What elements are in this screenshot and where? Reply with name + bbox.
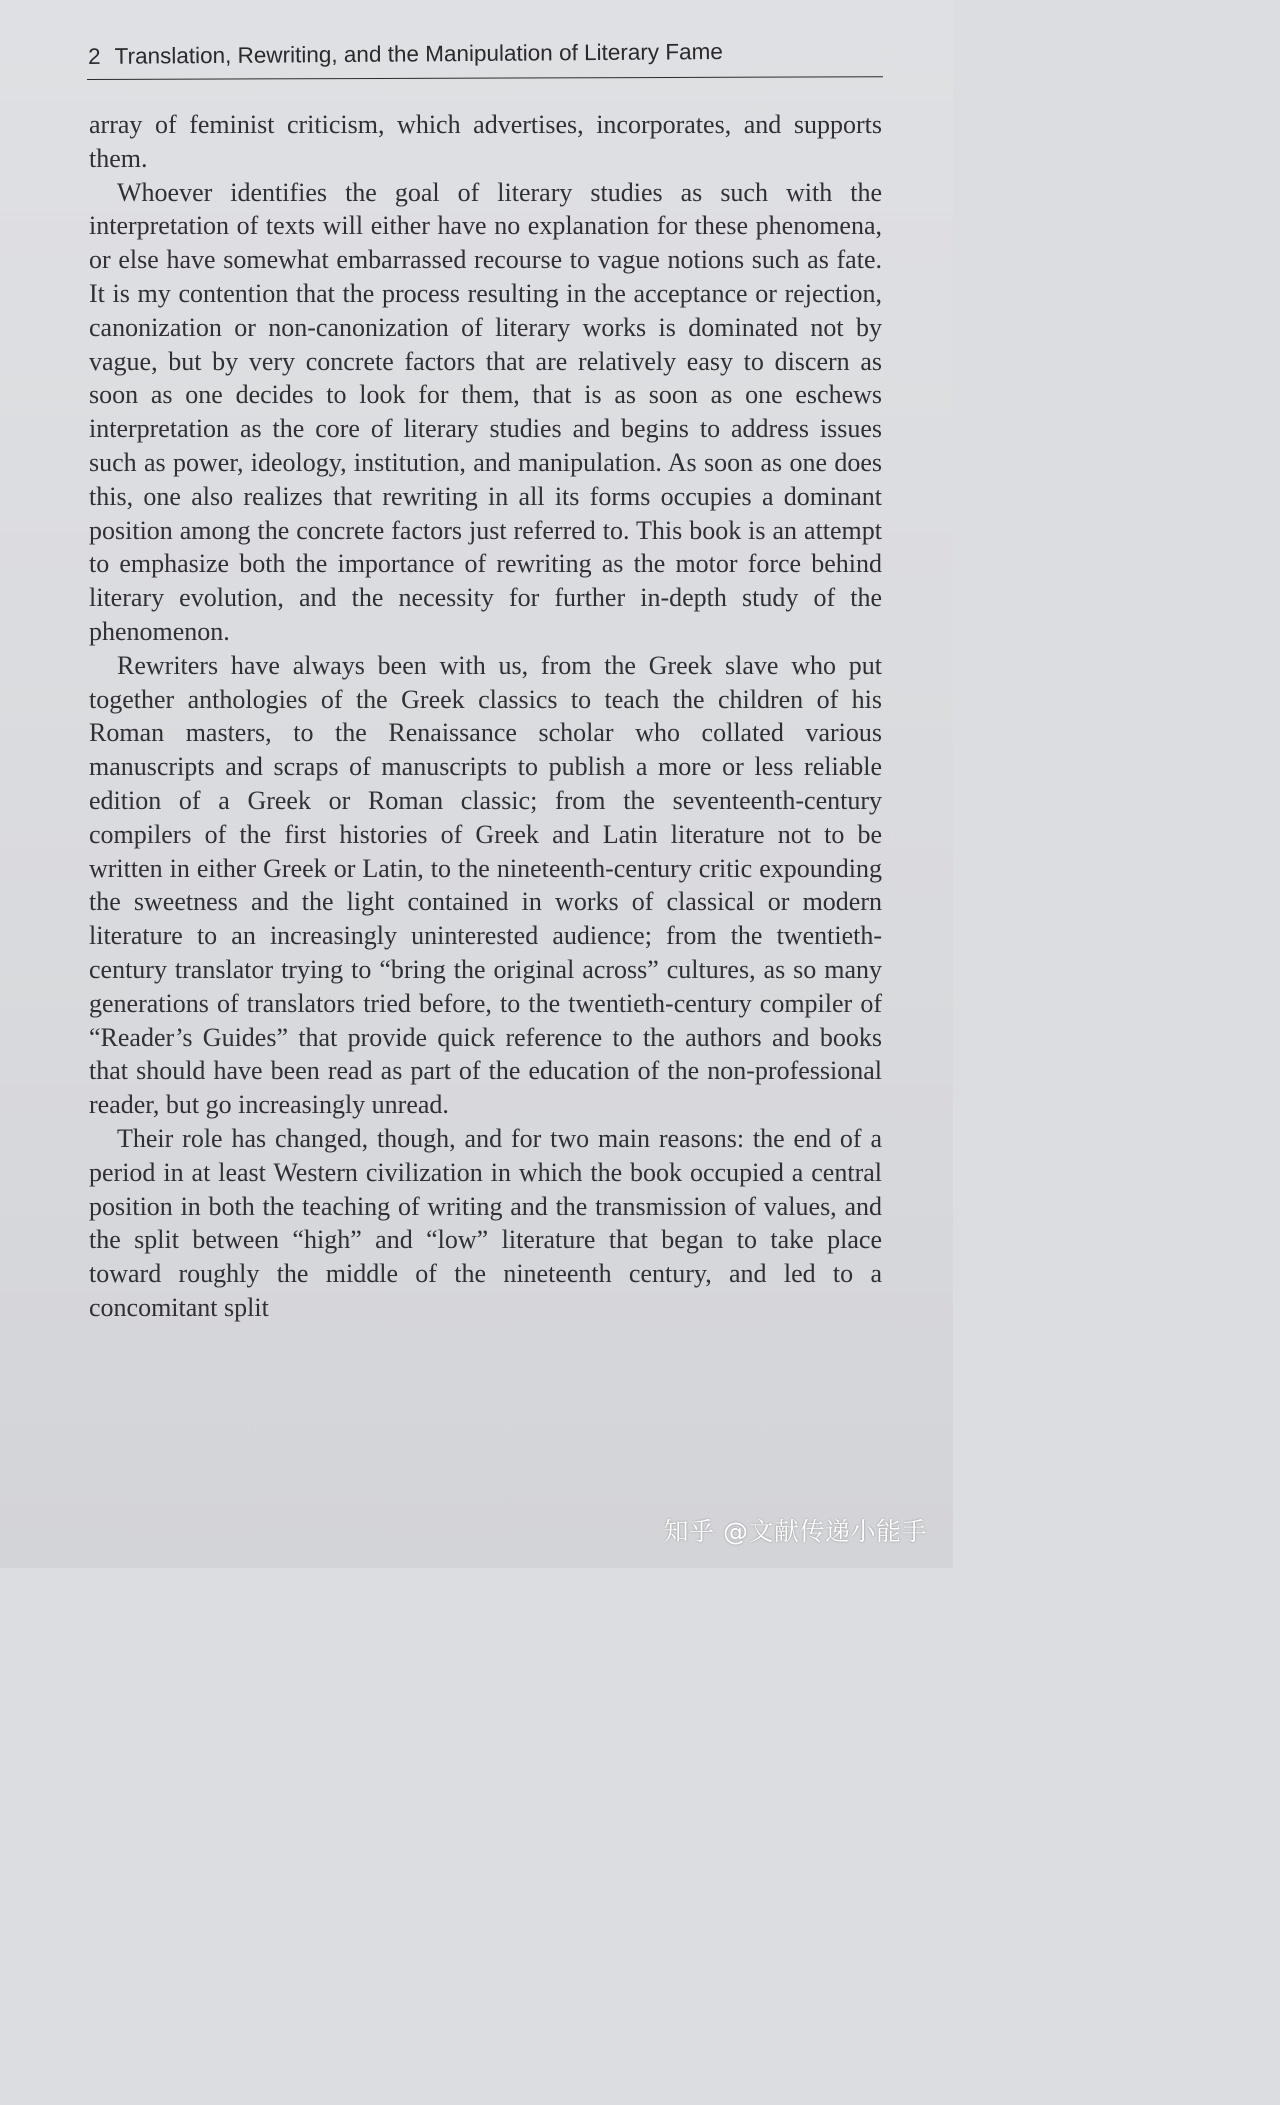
running-header [88,38,883,70]
paragraph-continuation: array of feminist criticism, which advertises, incorporates, and supports them. [89,110,882,173]
running-title: Translation, Rewriting, and the Manipulation of Literary Fame [114,39,723,69]
paragraph-interpretation: Whoever identifies the goal of literary studies as such with the interpretation of texts will either have no explanation for these phenomena, or else have somewhat embarrassed recourse to vague notions such as fate. It is my contention that the process resulting in the acceptance or rejection, canonization or non-canonization of literary works is dominated not by vague, but by very concrete factors that are relatively easy to discern as soon as one decides to look for them, that is as soon as one eschews interpretation as the core of literary studies and begins to address issues such as power, ideology, institution, and manipulation. As soon as one does this, one also realizes that rewriting in all its forms occupies a dominant position among the concrete factors just referred to. This book is an attempt to emphasize both the importance of rewriting as the motor force behind literary evolution, and the necessity for further in-depth study of the phenomenon. [89,177,882,646]
watermark: 知乎 @文献传递小能手 [663,1517,927,1546]
page-number: 2 [88,43,101,69]
header-rule [87,76,883,80]
body-text [89,108,882,1325]
paragraph-rewriters: Rewriters have always been with us, from the Greek slave who put together anthologies of the Greek classics to teach the children of his Roman masters, to the Renaissance scholar who collated various manuscripts and scraps of manuscripts to publish a more or less reliable edition of a Greek or Roman classic; from the seventeenth-century compilers of the first histories of Greek and Latin literature not to be written in either Greek or Latin, to the nineteenth-century critic expounding the sweetness and the light contained in works of classical or modern literature to an increasingly uninterested audience; from the twentieth-century translator trying to “bring the original across” cultures, as so many generations of translators tried before, to the twentieth-century compiler of “Reader’s Guides” that provide quick reference to the authors and books that should have been read as part of the education of the non-professional reader, but go increasingly unread. [89,650,882,1120]
paragraph-role-changed: Their role has changed, though, and for two main reasons: the end of a period in at least Western civilization in which the book occupied a central position in both the teaching of writing and the transmission of values, and the split between “high” and “low” literature that began to take place toward roughly the middle of the nineteenth century, and led to a concomitant split [89,1123,882,1322]
